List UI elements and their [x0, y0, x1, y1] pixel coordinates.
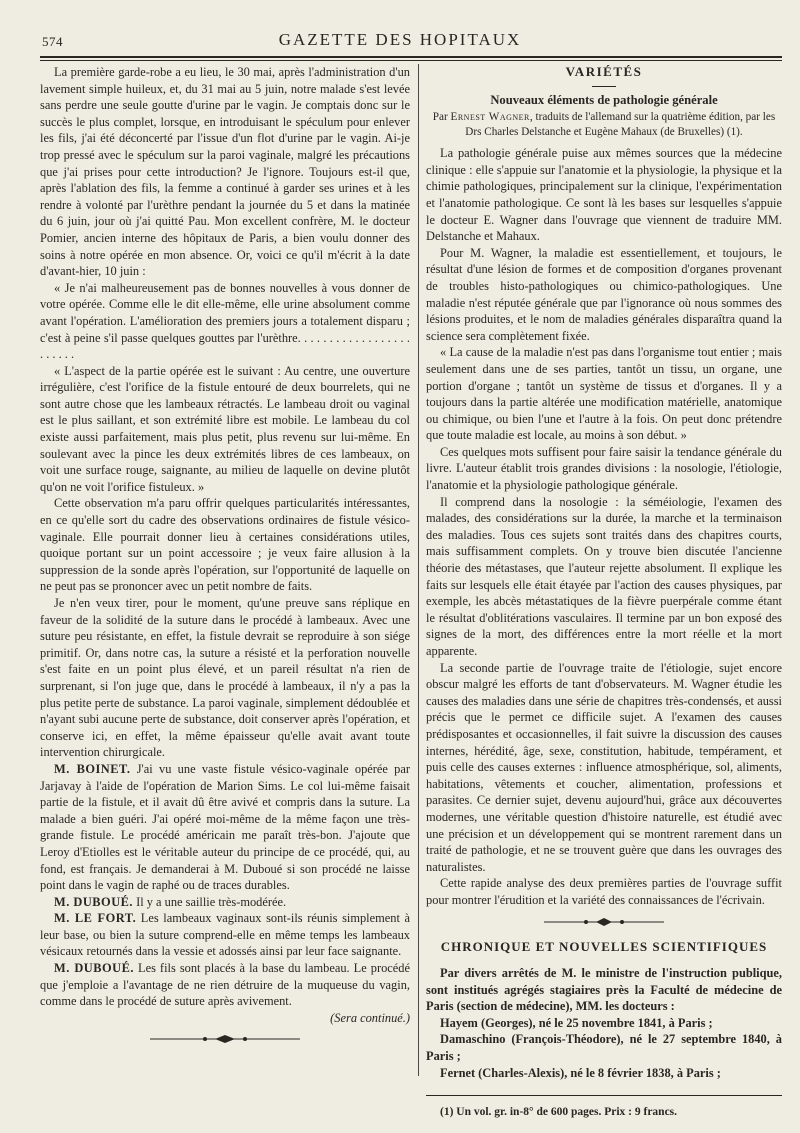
footnote-rule: [426, 1095, 782, 1096]
byline-prefix: Par: [432, 111, 451, 124]
paragraph: Cette observation m'a paru offrir quelques particularités intéressantes, en ce qu'elle sort du cadre des observations ordinaires de fistule vésico-vaginale. Elle pourrait donner lieu à certaines considérations utiles, quoique portant sur un point accessoire ; je veux faire allusion à la suppression de la sonde après l'opération, sur l'opportunité de laquelle on ne peut pas se prononcer avec un petit nombre de faits.: [40, 496, 410, 594]
quote-paragraph: « La cause de la maladie n'est pas dans l'organisme tout entier ; mais seulement dans une de ses parties, tantôt un tissu, un organe, une portion d'organe ; tantôt un système de tissus et d'organes. Il y a toujours dans la partie altérée une modification matérielle, anatomique ou chimique, ou bien l'une et l'autre à la fois. On peut donc prétendre que toute maladie est locale, au moins à son début. »: [426, 345, 782, 443]
title-rule: [592, 86, 616, 87]
right-column: [426, 64, 782, 1121]
paragraph: La première garde-robe a eu lieu, le 30 mai, après l'administration d'un lavement simple huileux, et, du 31 mai au 5 juin, notre malade s'est levée sans perdre une seule goutte d'urine par le vagin. Je comptais donc sur le succès le plus complet, lorsque, en introduisant le spéculum pour enlever les fils, j'ai été déconcerté par l'issue d'un flot d'urine par le vagin. Ai-je trop pressé avec le spéculum sur la paroi vaginale, malgré les précautions que j'ai prises pour cette introduction? Je l'ignore. Toujours est-il que, après l'ablation des fils, la femme a continué à garder ses urines et à les rendre à volonté par l'urèthre pendant la journée du 5 et dans la matinée du 6 juin, jour où j'ai quitté Pau. Mon excellent confrère, M. le docteur Pomier, ancien interne des hôpitaux de Paris, a bien voulu donner des soins à notre opérée en mon absence. Or, voici ce qu'il m'écrit à la date d'avant-hier, 10 juin :: [40, 65, 410, 279]
paragraph: Cette rapide analyse des deux premières parties de l'ouvrage suffit pour montrer l'érudition et la variété des connaissances de l'écrivain.: [426, 876, 782, 907]
list-item: Par divers arrêtés de M. le ministre de l'instruction publique, sont institués agrégés stagiaires près la Faculté de médecine de Paris (section de médecine), MM. les docteurs :: [426, 966, 782, 1014]
ornament-divider: [544, 917, 664, 927]
paragraph: Pour M. Wagner, la maladie est essentiellement, et toujours, le résultat d'une lésion de formes et de composition d'organes provenant de troubles histo-pathologiques ou chimico-pathologiques. Une maladie n'est réputée générale que par l'ignorance où nous sommes des lésions produites, et le nom de maladies générales disparaîtra quand la science sera complètement fixée.: [426, 245, 782, 343]
paragraph: La pathologie générale puise aux mêmes sources que la médecine clinique : elle s'appuie sur l'anatomie et la physiologie, la physique et la chimie pathologiques, principalement sur la clinique, l'expérimentation et l'anatomie pathologique. Ce sont là les bases sur lesquelles s'appuie le docteur E. Wagner dans l'ouvrage que viennent de traduire MM. Delstanche et Mahaux.: [426, 146, 782, 244]
speaker-name: M. LE FORT.: [54, 911, 137, 926]
speaker-text: Il y a une saillie très-modérée.: [133, 894, 287, 909]
quote-paragraph: « L'aspect de la partie opérée est le suivant : Au centre, une ouverture irrégulière, c'est l'orifice de la fistule entouré de deux bourrelets, qui ne sont autre chose que les lambeaux rétractés. Le lambeau droit ou vaginal est le plus saillant, et son extrémité libre est mobile. Le lambeau du col existe aussi parfaitement, mais plus petit, plus revenu sur lui-même. En soulevant avec la pince les deux extrémités libres de ces lambeaux, on voit une surface rouge, saignante, au milieu de laquelle on devine plutôt qu'on ne voit l'orifice fistuleux. »: [40, 363, 410, 494]
book-byline: [426, 110, 782, 139]
list-item: Fernet (Charles-Alexis), né le 8 février 1838, à Paris ;: [440, 1065, 721, 1080]
paragraph: Ces quelques mots suffisent pour faire saisir la tendance générale du livre. L'auteur établit trois grandes divisions : la nosologie, l'étiologie, l'anatomie et la physiologie pathologique générale.: [426, 444, 782, 493]
left-column: [40, 64, 410, 1052]
list-item: Hayem (Georges), né le 25 novembre 1841, à Paris ;: [440, 1015, 713, 1030]
section-title-chronique: CHRONIQUE ET NOUVELLES SCIENTIFIQUES: [440, 938, 768, 954]
footnote: (1) Un vol. gr. in-8° de 600 pages. Prix : 9 francs.: [440, 1106, 678, 1119]
speaker-paragraph: [40, 960, 410, 1010]
page-number: 574: [42, 34, 63, 49]
column-divider: [418, 64, 419, 1076]
list-item: Damaschino (François-Théodore), né le 27 septembre 1840, à Paris ;: [426, 1032, 782, 1064]
speaker-paragraph: [40, 761, 410, 894]
continued-note: (Sera continué.): [330, 1010, 410, 1025]
header-rule: [40, 56, 782, 58]
speaker-name: M. BOINET.: [54, 761, 131, 776]
quote-paragraph: « Je n'ai malheureusement pas de bonnes nouvelles à vous donner de votre opérée. Comme elle le dit elle-même, elle urine absolument comme avant l'opération. L'amélioration des premiers jours a totalement disparu ; c'est à peine s'il passe quelques gouttes par l'urèthre. . . . . . . . . . . . . . . . . . . . . . . .: [40, 280, 410, 362]
speaker-text: Les fils sont placés à la base du lambeau. Le procédé que j'emploie a l'avantage de ne rien détruire de la muqueuse du vagin, comme dans le procédé de suture après avivement.: [40, 961, 411, 1009]
paragraph: La seconde partie de l'ouvrage traite de l'étiologie, sujet encore obscur malgré les efforts de tant d'observateurs. M. Wagner étudie les causes des maladies dans une série de chapitres très-condensés, et aussi précis que le permet ce difficile sujet. A l'examen des causes prédisposantes et occasionnelles, il fait suivre la discussion des causes internes, hérédité, âge, sexe, constitution, habitude, tempérament, et puis celle des causes externes : influence atmosphérique, sol, aliments, habitations, vêtements et coucher, alimentation, professions et parasites. Ce dernier sujet, devenu aujourd'hui, grâce aux découvertes modernes, une véritable question d'histoire naturelle, est étudié avec une précision et un développement qui se montrent rarement dans un traité de pathologie, et ne se trouvent guère que dans les ouvrages des naturalistes.: [426, 660, 782, 874]
paragraph: Il comprend dans la nosologie : la séméiologie, l'examen des malades, des considérations sur la durée, la marche et la terminaison des maladies. Tous ces sujets sont traités dans des chapitres courts, mais suffisamment complets. On y trouve bien discutée l'ancienne théorie des métastases, que l'auteur rejette absolument. Il explique les faits sur lesquels elle était étayée par l'action des causes physiques, par exemple, les abcès métastatiques de la fièvre puerpérale comme étant le résultat d'oblitérations vasculaires. Il termine par un bon exposé des signes de la mort, des différences entre la mort réelle et la mort apparente.: [426, 494, 782, 658]
journal-title: GAZETTE DES HOPITAUX: [278, 30, 522, 49]
speaker-name: M. DUBOUÉ.: [54, 961, 134, 976]
ornament-divider: [150, 1034, 300, 1044]
speaker-name: M. DUBOUÉ.: [54, 894, 133, 909]
appointments-list: [426, 965, 782, 1081]
book-title: Nouveaux éléments de pathologie générale: [490, 92, 718, 107]
byline-author: Ernest Wagner: [450, 111, 530, 124]
speaker-text: Les lambeaux vaginaux sont-ils réunis simplement à leur base, ou bien la suture comprend-elle en même temps les lambeaux vésicaux retournés dans la vessie et adossés ainsi par leur face saignante.: [40, 911, 410, 959]
section-title-varietes: VARIÉTÉS: [565, 64, 643, 79]
speaker-text: J'ai vu une vaste fistule vésico-vaginale opérée par Jarjavay à l'aide de l'opération de Marion Sims. Le col lui-même faisait partie de la fistule, et il avait dû être avivé et compris dans la suture. La malade a bien guéri. J'ai opéré moi-même de la même façon une très-grande fistule. Le procédé américain me paraît très-bon. J'ajoute que Leroy d'Etiolles est le véritable auteur du principe de ce procédé, qui, au fond, est français. Je demanderai à M. Duboué si son procédé ne laisse point dans le vagin de raphé ou de traces durables.: [40, 761, 410, 893]
speaker-paragraph: [40, 910, 410, 960]
header-rule-thin: [40, 60, 782, 61]
speaker-paragraph: [40, 894, 410, 911]
paragraph: Je n'en veux tirer, pour le moment, qu'une preuve sans réplique en faveur de la solidité de la suture dans le procédé à lambeaux. Avec une suture peu résistante, en effet, la fistule devrait se reproduire à son siége primitif. Or, dans notre cas, la suture a résisté et la perforation nouvelle s'est faite en un point plus élevé, et un pareil résultat n'a rien de surprenant, si l'on juge que, dans le procédé à lambeaux, il n'y a pas la plus petite perte de substance. La paroi vaginale, simplement dédoublée et n'ayant subi aucune perte de substance, doit conserver après l'opération, et conserve ici, en effet, la même épaisseur qu'elle avait avant toute intervention chirurgicale.: [40, 596, 410, 760]
byline-rest: , traduits de l'allemand sur la quatrième édition, par les Drs Charles Delstanche et Eugène Mahaux (de Bruxelles) (1).: [465, 111, 776, 138]
